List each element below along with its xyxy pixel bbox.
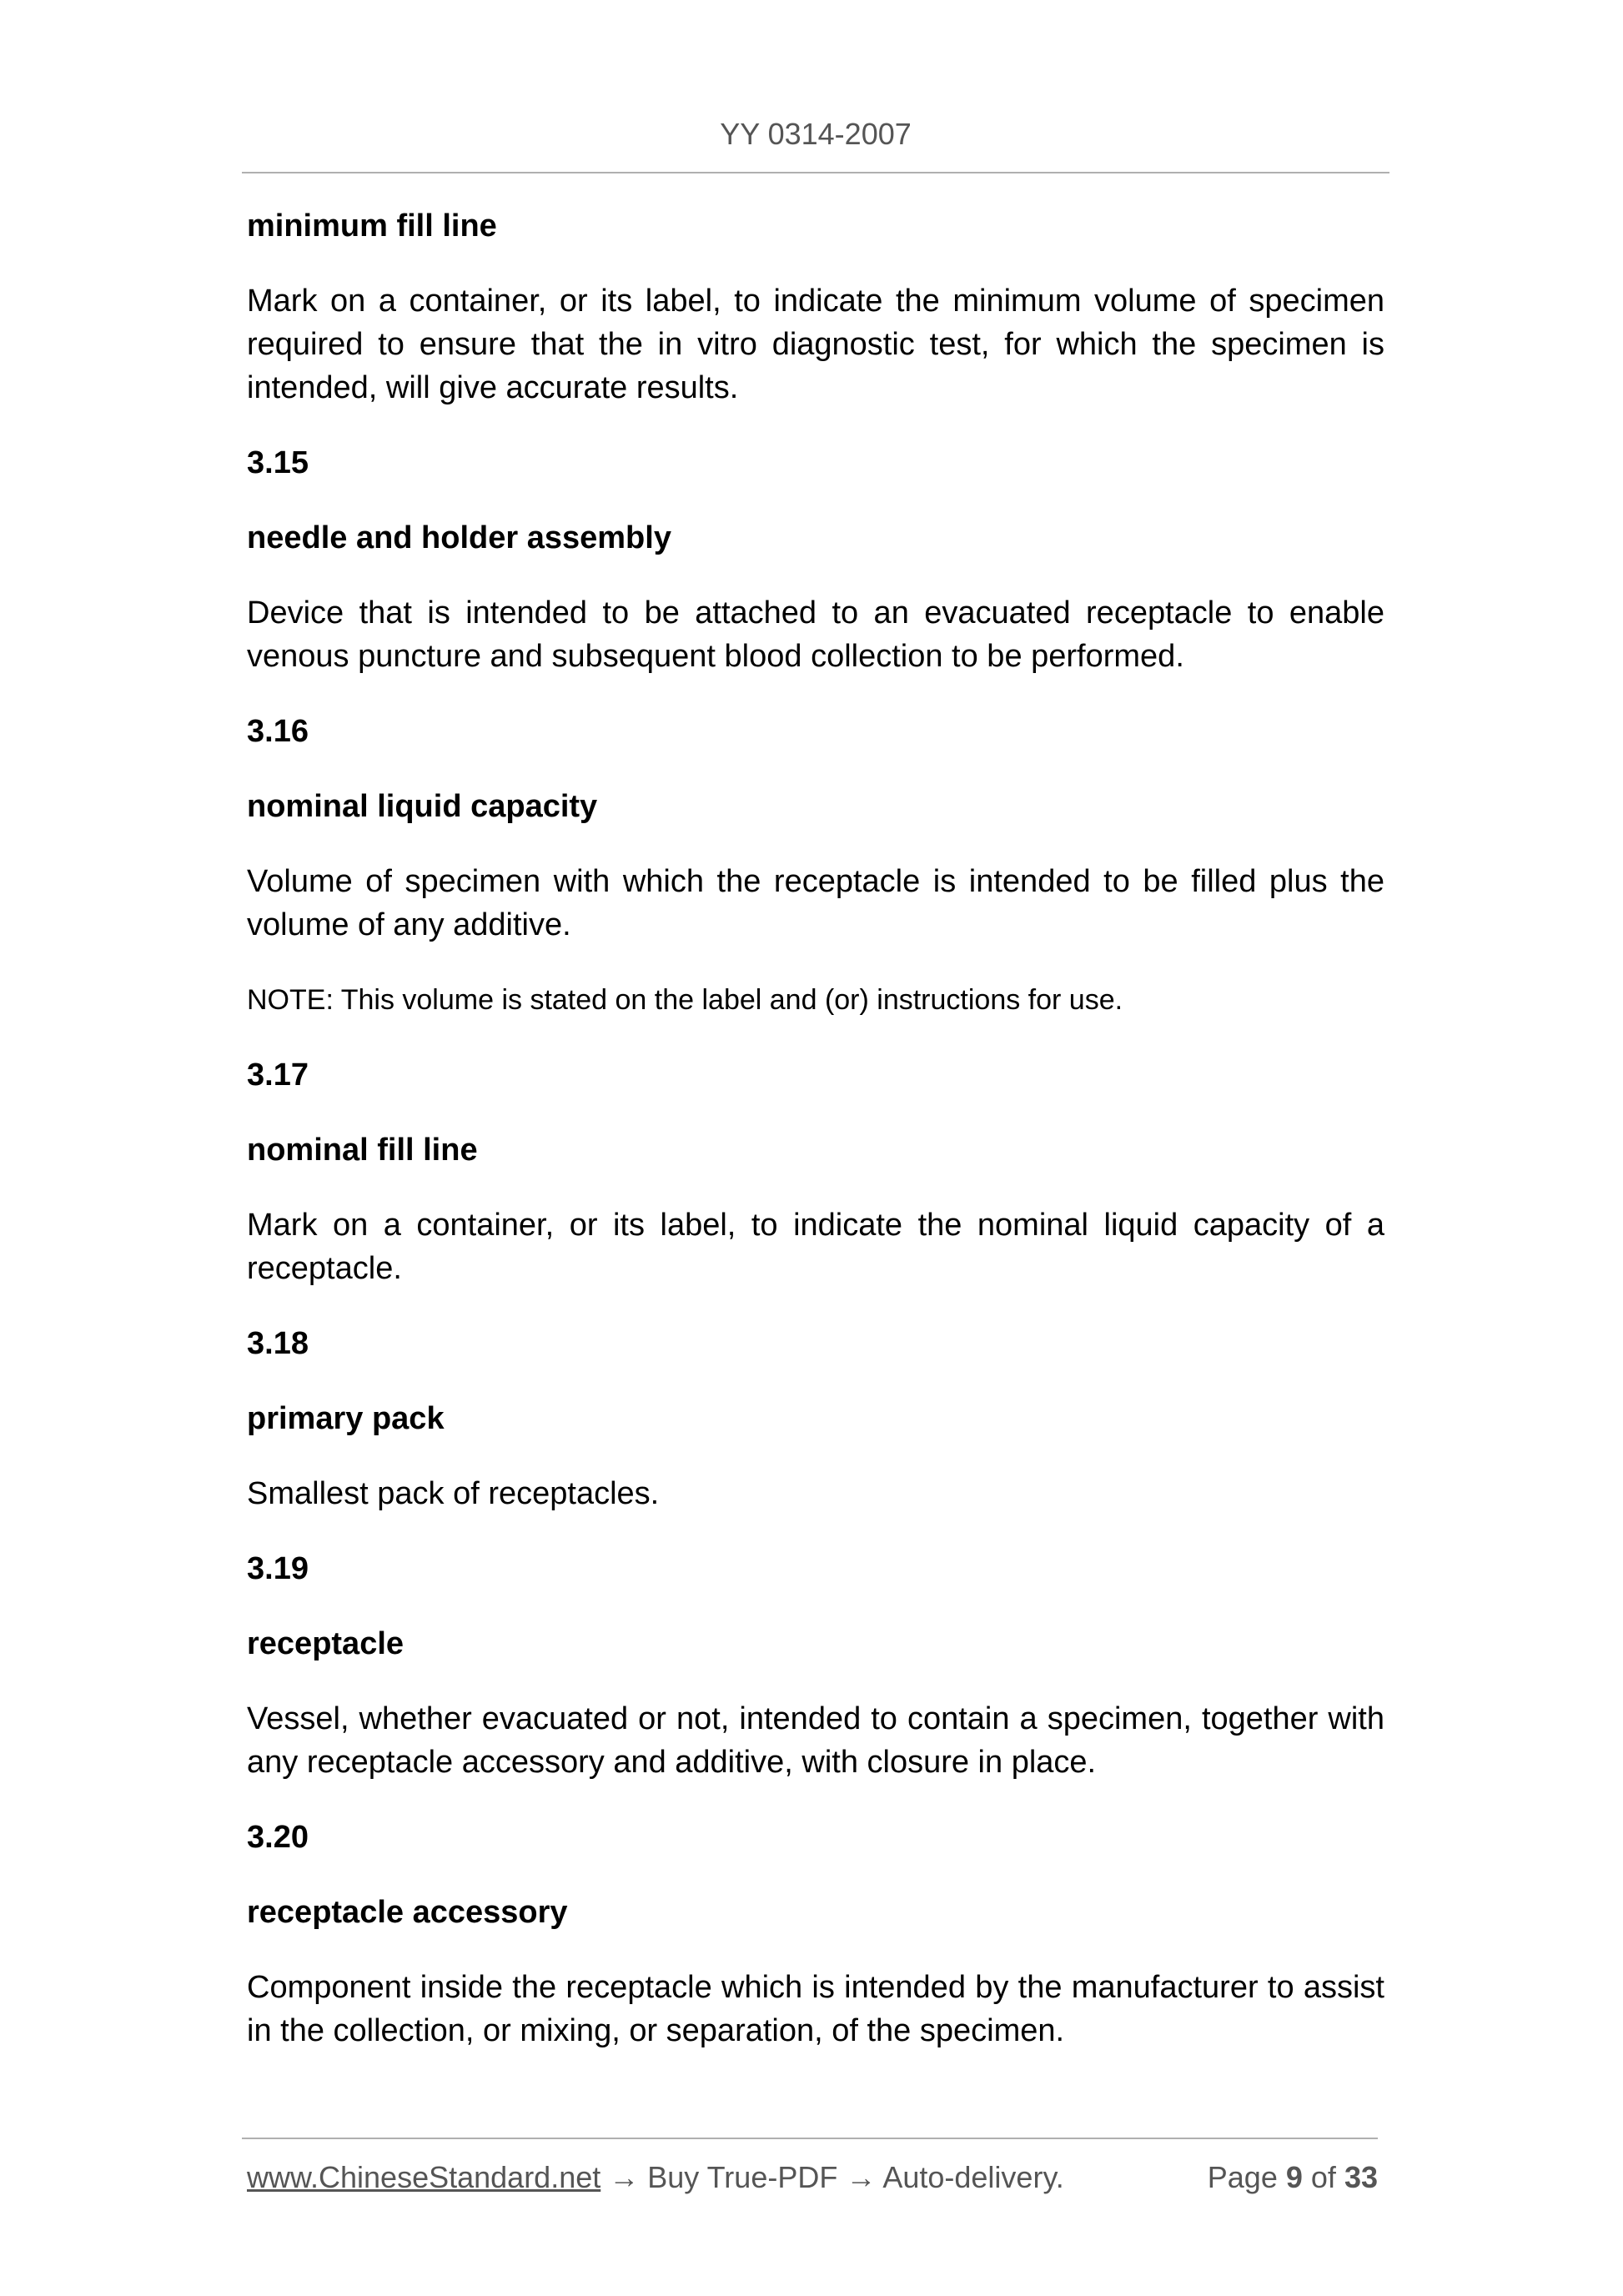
term-minimum-fill-line: minimum fill line xyxy=(247,208,497,244)
clause-number: 3.18 xyxy=(247,1326,309,1361)
term-definition: Mark on a container, or its label, to indicate the nominal liquid capacity of a receptacle. xyxy=(247,1208,1384,1286)
page-footer xyxy=(247,2156,1378,2206)
page-indicator xyxy=(1208,2156,1378,2199)
page-of-label: of xyxy=(1310,2160,1336,2194)
term-heading: receptacle accessory xyxy=(247,1895,568,1930)
footer-promo xyxy=(247,2156,1064,2199)
page-label: Page xyxy=(1207,2160,1278,2194)
footer-divider xyxy=(242,2138,1378,2139)
term-note: NOTE: This volume is stated on the label and (or) instructions for use. xyxy=(247,984,1123,1016)
page-header: YY 0314-2007 xyxy=(720,117,912,151)
term-heading: needle and holder assembly xyxy=(247,520,671,555)
header-divider xyxy=(242,172,1389,173)
term-heading: receptacle xyxy=(247,1626,404,1661)
term-definition: Device that is intended to be attached to an evacuated receptacle to enable venous puncture and subsequent blood collection to be performed. xyxy=(247,595,1384,674)
term-heading: nominal liquid capacity xyxy=(247,789,598,824)
website-link[interactable]: www.ChineseStandard.net xyxy=(247,2160,601,2194)
term-heading: primary pack xyxy=(247,1401,445,1436)
term-definition: Smallest pack of receptacles. xyxy=(247,1476,660,1511)
term-definition: Volume of specimen with which the receptacle is intended to be filled plus the volume of any additive. xyxy=(247,864,1384,942)
term-definition: Component inside the receptacle which is intended by the manufacturer to assist in the collection, or mixing, or separation, of the specimen. xyxy=(247,1970,1384,2048)
footer-tagline: → Buy True-PDF → Auto-delivery. xyxy=(609,2160,1064,2194)
term-heading: nominal fill line xyxy=(247,1133,478,1168)
clause-number: 3.20 xyxy=(247,1820,309,1855)
definition-minimum-fill-line: Mark on a container, or its label, to indicate the minimum volume of specimen required to ensure that the in vitro diagnostic test, for which the specimen is intended, will give accurate results. xyxy=(247,284,1384,405)
current-page-number: 9 xyxy=(1285,2160,1303,2194)
document-body xyxy=(247,204,1384,2084)
clause-number: 3.16 xyxy=(247,714,309,749)
clause-number: 3.19 xyxy=(247,1551,309,1586)
term-definition: Vessel, whether evacuated or not, intended to contain a specimen, together with any receptacle accessory and additive, with closure in place. xyxy=(247,1701,1384,1780)
clause-number: 3.17 xyxy=(247,1058,309,1093)
total-pages-number: 33 xyxy=(1344,2160,1378,2194)
clause-number: 3.15 xyxy=(247,445,309,480)
